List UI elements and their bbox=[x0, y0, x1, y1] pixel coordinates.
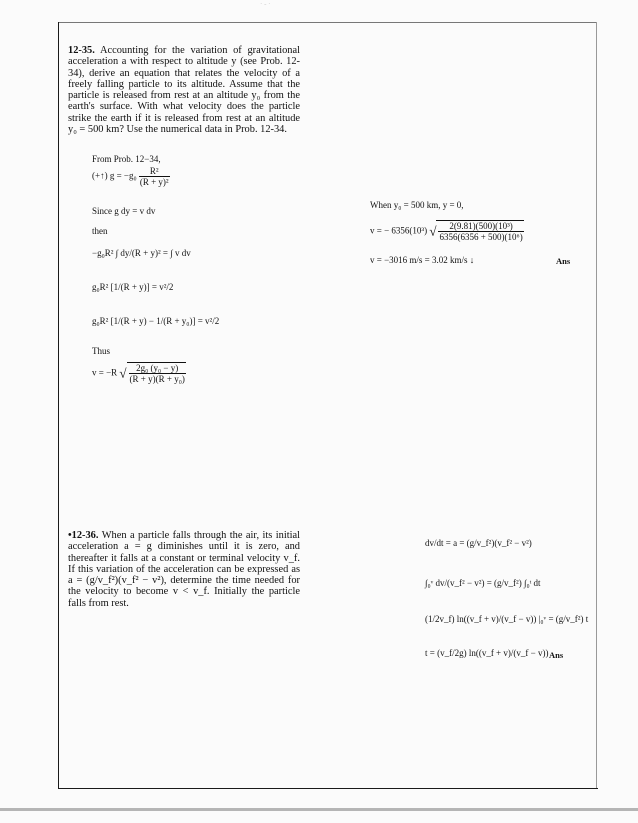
velocity-result: v = −3016 m/s = 3.02 km/s ↓ bbox=[370, 255, 475, 265]
scan-bottom-edge bbox=[0, 808, 638, 811]
page-frame bbox=[58, 22, 598, 789]
numeric-fraction bbox=[438, 221, 523, 242]
integral-equation-2: ∫₀ᵛ dv/(v_f² − v²) = (g/v_f²) ∫₀ᵗ dt bbox=[425, 578, 541, 588]
velocity-num: 2g₀ (y₀ − y) bbox=[129, 363, 186, 374]
velocity-den: (R + y)(R + y₀) bbox=[129, 374, 185, 384]
then-line: then bbox=[92, 226, 108, 236]
velocity-fraction bbox=[129, 363, 186, 384]
problem-text-2: When a particle falls through the air, its initial acceleration a = g diminishes until it is zero, and thereafter it falls at a constant or terminal velocity v_f. If this variation of the acceleration can be expressed as a = (g/v_f²)(v_f² − v²), determine the time needed for the velocity to become v < v_f. Initially the particle falls from rest. bbox=[68, 530, 300, 609]
gravity-den: (R + y)² bbox=[139, 177, 169, 187]
when-line: When y₀ = 500 km, y = 0, bbox=[370, 200, 464, 210]
frame-right-border bbox=[596, 22, 597, 788]
scan-mark: · - · bbox=[260, 0, 271, 8]
velocity-radical bbox=[127, 362, 186, 384]
sqrt-sign: √ bbox=[119, 365, 127, 381]
numeric-den: 6356(6356 + 500)(10⁶) bbox=[439, 232, 523, 242]
problem-12-36 bbox=[68, 530, 300, 609]
integral-equation: −g₀R² ∫ dy/(R + y)² = ∫ v dv bbox=[92, 248, 191, 258]
velocity-equation bbox=[92, 362, 186, 384]
log-equation: (1/2v_f) ln((v_f + v)/(v_f − v)) |₀ᵛ = (g/v_f²) t bbox=[425, 614, 589, 624]
gravity-eq-lhs: (+↑) g = −g₀ bbox=[92, 170, 137, 181]
problem-number: 12-35. bbox=[68, 45, 95, 56]
gravity-fraction bbox=[139, 166, 170, 187]
gravity-equation bbox=[92, 166, 170, 187]
numeric-num: 2(9.81)(500)(10³) bbox=[438, 221, 523, 232]
problem-text: Accounting for the variation of gravitational acceleration a with respect to altitude y (see Prob. 12-34), derive an equation that relates the velocity of a freely falling particle to its altitude. Assume that the particle is released from rest at an altitude y₀ from the earth's surface. With what velocity does the particle strike the earth if it is released from rest at an altitude y₀ = 500 km? Use the numerical data in Prob. 12-34. bbox=[68, 45, 300, 136]
numeric-velocity bbox=[370, 220, 524, 242]
evaluated-equation: g₀R² [1/(R + y)] = v²/2 bbox=[92, 282, 174, 292]
gravity-num: R² bbox=[139, 166, 170, 177]
numeric-sqrt-sign: √ bbox=[429, 223, 437, 239]
numeric-velocity-lhs: v = − 6356(10³) bbox=[370, 225, 428, 236]
numeric-radical bbox=[436, 220, 523, 242]
time-equation: t = (v_f/2g) ln((v_f + v)/(v_f − v)) bbox=[425, 648, 549, 658]
thus-line: Thus bbox=[92, 346, 110, 356]
answer-label-1: Ans bbox=[556, 256, 571, 266]
since-line: Since g dy = v dv bbox=[92, 206, 156, 216]
problem-number-2: •12-36. bbox=[68, 530, 99, 541]
velocity-eq-lhs: v = −R bbox=[92, 367, 118, 378]
from-prob-line: From Prob. 12−34, bbox=[92, 154, 161, 164]
limits-equation: g₀R² [1/(R + y) − 1/(R + y₀)] = v²/2 bbox=[92, 316, 220, 326]
problem-12-35 bbox=[68, 45, 300, 135]
answer-label-2: Ans bbox=[549, 650, 564, 660]
accel-equation: dv/dt = a = (g/v_f²)(v_f² − v²) bbox=[425, 538, 532, 548]
